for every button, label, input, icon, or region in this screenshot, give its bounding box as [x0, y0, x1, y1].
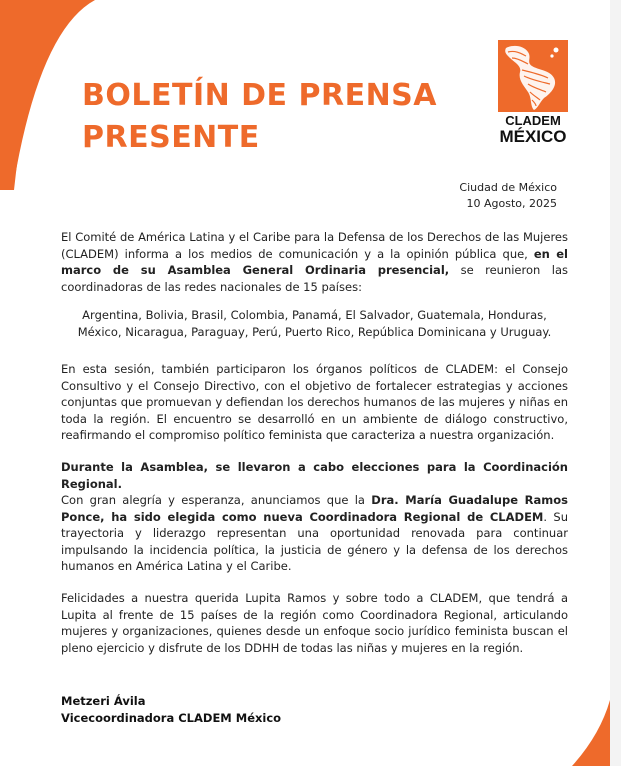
dateline — [459, 180, 557, 212]
paragraph-elections — [61, 459, 568, 492]
cladem-logo — [497, 40, 569, 152]
paragraph-announcement — [61, 492, 568, 575]
announcement-text-bold: Dra. María Guadalupe Ramos Ponce, ha sido elegida como nueva Coordinadora Regional de CLADEM — [61, 493, 568, 524]
logo-name: CLADEM — [505, 113, 561, 128]
elections-text: Durante la Asamblea, se llevaron a cabo elecciones para la Coordinación Regional. — [61, 460, 568, 491]
latin-america-map-icon — [498, 40, 568, 112]
paragraph-congratulations: Felicidades a nuestra querida Lupita Ramos y sobre todo a CLADEM, que tendrá a Lupita al frente de 15 países de la región como Coordinadora Regional, articulando mujeres y organizaciones, quienes desde un enfoque socio jurídico feminista buscan el pleno ejercicio y disfrute de los DDHH de todas las niñas y mujeres en la región. — [61, 591, 568, 655]
dateline-place: Ciudad de México — [459, 181, 557, 194]
signature-role: Vicecoordinadora CLADEM México — [61, 711, 282, 725]
bottom-right-orange-arc — [572, 700, 610, 766]
dateline-date: 10 Agosto, 2025 — [466, 197, 557, 210]
intro-text-bold: en el marco de su Asamblea General Ordinaria presencial, — [61, 246, 568, 278]
signature-block — [61, 693, 281, 727]
signature-name: Metzeri Ávila — [61, 694, 146, 708]
title-line-2: PRESENTE — [82, 120, 260, 155]
logo-country: MÉXICO — [499, 127, 567, 146]
paragraph-session: En esta sesión, también participaron los órganos políticos de CLADEM: el Consejo Consultivo y el Consejo Directivo, con el objetivo de fortalecer estrategias y acciones conjuntas que promuevan y defiendan los derechos humanos de las mujeres y niñas en toda la región. El encuentro se desarrolló en un ambiente de diálogo constructivo, reafirmando el compromiso político feminista que caracteriza a nuestra organización. — [61, 362, 568, 443]
intro-text-c: se reunieron las coordinadoras de las redes nacionales de 15 países: — [61, 263, 568, 294]
announcement-text-a: Con gran alegría y esperanza, anunciamos que la — [61, 493, 372, 507]
page-edge — [610, 0, 621, 766]
paragraph-countries: Argentina, Bolivia, Brasil, Colombia, Panamá, El Salvador, Guatemala, Honduras, México, Nicaragua, Paraguay, Perú, Puerto Rico, República Dominicana y Uruguay. — [77, 308, 552, 339]
announcement-text-c: . Su trayectoria y liderazgo representan una oportunidad renovada para continuar impulsando la incidencia política, la justicia de género y la defensa de los derechos humanos en América Latina y el Caribe. — [61, 509, 568, 574]
title-line-1: BOLETÍN DE PRENSA — [82, 78, 438, 113]
paragraph-intro — [61, 229, 568, 295]
intro-text-a: El Comité de América Latina y el Caribe para la Defensa de los Derechos de las Mujeres (CLADEM) informa a los medios de comunicación y a la opinión pública que, — [61, 230, 568, 261]
